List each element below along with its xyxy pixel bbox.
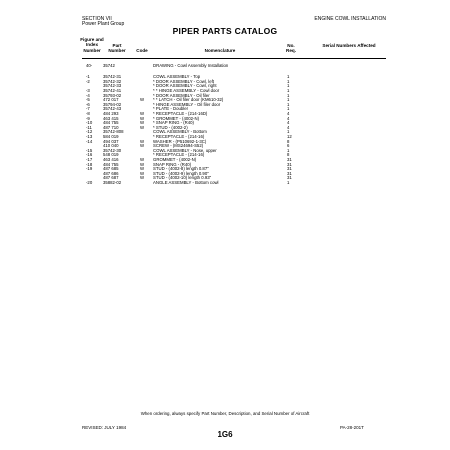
row-quantity: 1 <box>287 83 290 89</box>
row-quantity: 1 <box>287 78 290 84</box>
row-nomenclature: SCREW - (MS24694-S52) <box>153 143 204 149</box>
row-nomenclature: ANGLE ASSEMBLY - Bottom cowl <box>153 180 219 185</box>
row-part-number: 487 685 <box>103 166 119 172</box>
row-figure-index: 40- <box>86 63 93 68</box>
row-quantity: 1 <box>287 106 290 112</box>
row-code: W <box>140 143 145 149</box>
row-part-number: 35742-43 <box>103 106 122 112</box>
row-nomenclature: * HINGE ASSEMBLY - Oil filer door <box>153 101 221 107</box>
row-quantity: 31 <box>287 170 292 176</box>
row-quantity: 1 <box>287 92 290 98</box>
row-code: W <box>140 161 145 167</box>
col-header-figure: Figure and Index Number <box>80 37 104 53</box>
row-quantity: 1 <box>287 180 290 185</box>
row-quantity: 4 <box>287 111 290 116</box>
row-nomenclature: * RECEPTACLE - (214-16) <box>153 134 205 139</box>
row-nomenclature: * DOOR ASSEMBLY - Oil filer <box>153 92 210 98</box>
table-row <box>0 63 450 68</box>
row-nomenclature: COWL ASSEMBLY - Nose, upper <box>153 147 217 153</box>
row-figure-index: -1 <box>86 74 90 80</box>
row-quantity: 12 <box>287 134 292 139</box>
row-quantity: 1 <box>287 101 290 107</box>
row-quantity: 4 <box>287 115 290 121</box>
col-header-nomenclature: Nomenclature <box>204 48 236 53</box>
row-quantity: 1 <box>287 129 290 135</box>
section-title-right: ENGINE COWL INSTALLATION <box>314 16 386 22</box>
row-nomenclature: * DOOR ASSEMBLY - Cowl, right <box>153 83 217 89</box>
row-nomenclature: * DOOR ASSEMBLY - Cowl, left <box>153 78 214 84</box>
row-figure-index: -17 <box>86 157 93 162</box>
row-part-number: 548 019 <box>103 152 119 158</box>
row-code: W <box>140 157 145 162</box>
row-quantity: 31 <box>287 166 292 172</box>
row-quantity: 1 <box>287 88 290 93</box>
row-figure-index: -10 <box>86 120 93 126</box>
row-code: W <box>140 115 145 121</box>
row-figure-index: -3 <box>86 88 90 93</box>
row-code: W <box>140 97 145 103</box>
row-quantity: 8 <box>287 138 290 144</box>
row-nomenclature: COWL ASSEMBLY - Bottom <box>153 129 207 135</box>
page-number: 1G6 <box>217 430 233 439</box>
row-part-number: 584 019 <box>103 134 119 139</box>
row-part-number: 484 293 <box>103 111 119 116</box>
catalog-title: PIPER PARTS CATALOG <box>172 26 278 36</box>
row-part-number: 410 040 <box>103 143 119 149</box>
row-part-number: 484 755 <box>103 120 119 126</box>
row-figure-index: -20 <box>86 180 93 185</box>
section-label: SECTION VII <box>82 16 112 22</box>
row-figure-index: -7 <box>86 106 90 112</box>
row-nomenclature: DRAWING - Cowl Assembly Installation <box>153 63 229 68</box>
table-row <box>0 180 450 185</box>
row-code: W <box>140 138 145 144</box>
row-nomenclature: WASHER - (P510692-1-3C) <box>153 138 207 144</box>
row-figure-index: -14 <box>86 138 93 144</box>
col-header-part: Part Number <box>108 43 126 54</box>
row-part-number: 484 755 <box>103 161 119 167</box>
row-nomenclature: * STUD - (4002-2) <box>153 124 188 130</box>
row-part-number: 35742 <box>103 63 115 68</box>
row-code: W <box>140 170 145 176</box>
row-figure-index: -8 <box>86 111 90 116</box>
row-part-number: 35882-02 <box>103 180 122 185</box>
row-part-number: 35742-808 <box>103 129 124 135</box>
row-part-number: 472 017 <box>103 97 119 103</box>
row-nomenclature: COWL ASSEMBLY - Top <box>153 74 201 80</box>
row-figure-index: -6 <box>86 101 90 107</box>
row-quantity: 31 <box>287 157 292 162</box>
row-code: W <box>140 111 145 116</box>
row-figure-index: -2 <box>86 78 90 84</box>
row-nomenclature: * RECEPTACLE - (214-16D) <box>153 111 208 116</box>
row-figure-index: -19 <box>86 166 93 172</box>
row-figure-index: -18 <box>86 161 93 167</box>
row-part-number: 463 416 <box>103 157 119 162</box>
row-part-number: 494 037 <box>103 138 119 144</box>
revision-date: REVISED: JULY 1984 <box>82 425 127 430</box>
row-nomenclature: STUD - (4002-8) length 0.87" <box>153 166 209 172</box>
row-part-number: 35742-30 <box>103 147 122 153</box>
row-quantity: 31 <box>287 161 292 167</box>
row-quantity: 4 <box>287 120 290 126</box>
col-header-serial: Serial Numbers Affected <box>322 43 376 48</box>
row-figure-index: -15 <box>86 147 93 153</box>
row-nomenclature: SNAP RING - (R40) <box>153 161 192 167</box>
row-part-number: 487 710 <box>103 124 119 130</box>
row-part-number: 35742-41 <box>103 88 122 93</box>
row-nomenclature: STUD - (4002-10) length 0.93" <box>153 175 212 181</box>
row-part-number: 487 687 <box>103 175 119 181</box>
row-part-number: 463 415 <box>103 115 119 121</box>
row-nomenclature: STUD - (4002-9) length 0.90" <box>153 170 209 176</box>
row-nomenclature: * * HINGE ASSEMBLY - Cowl door <box>153 88 220 93</box>
document-number: PA-28-201T <box>340 425 364 430</box>
row-code: W <box>140 175 145 181</box>
header-divider <box>82 58 386 59</box>
row-nomenclature: * GROMMET - (4002-N) <box>153 115 199 121</box>
col-header-req: No. Req. <box>286 43 296 54</box>
row-quantity: 1 <box>287 147 290 153</box>
row-quantity: 1 <box>287 74 290 80</box>
row-code: W <box>140 124 145 130</box>
row-part-number: 35742-32 <box>103 78 122 84</box>
col-header-code: Code <box>136 48 148 53</box>
row-nomenclature: * * LATCH - Oil filer door (KM610-32) <box>153 97 224 103</box>
row-figure-index: -5 <box>86 97 90 103</box>
row-part-number: 35742-31 <box>103 74 122 80</box>
row-figure-index: -13 <box>86 134 93 139</box>
row-quantity: 1 <box>287 97 290 103</box>
row-nomenclature: * PLATE - Doubler <box>153 106 189 112</box>
row-quantity: 4 <box>287 124 290 130</box>
row-part-number: 35742-33 <box>103 83 122 89</box>
row-part-number: 35794-02 <box>103 101 122 107</box>
row-figure-index: -16 <box>86 152 93 158</box>
row-nomenclature: * SNAP RING - (R40) <box>153 120 194 126</box>
row-quantity: 6 <box>287 143 290 149</box>
row-nomenclature: GROMMET - (4002-N) <box>153 157 197 162</box>
row-part-number: 35793-02 <box>103 92 122 98</box>
row-figure-index: -12 <box>86 129 93 135</box>
row-nomenclature: * RECEPTACLE - (214-16) <box>153 152 205 158</box>
row-figure-index: -9 <box>86 115 90 121</box>
group-label: Power Plant Group <box>82 21 125 27</box>
row-figure-index: -11 <box>86 124 92 130</box>
row-part-number: 487 686 <box>103 170 119 176</box>
row-code: W <box>140 120 145 126</box>
ordering-note: When ordering, always specify Part Number, Description, and Serial Number of Aircraft <box>140 411 310 416</box>
row-quantity: 31 <box>287 175 292 181</box>
row-figure-index: -4 <box>86 92 90 98</box>
row-code: W <box>140 166 145 172</box>
row-quantity: 8 <box>287 152 290 158</box>
